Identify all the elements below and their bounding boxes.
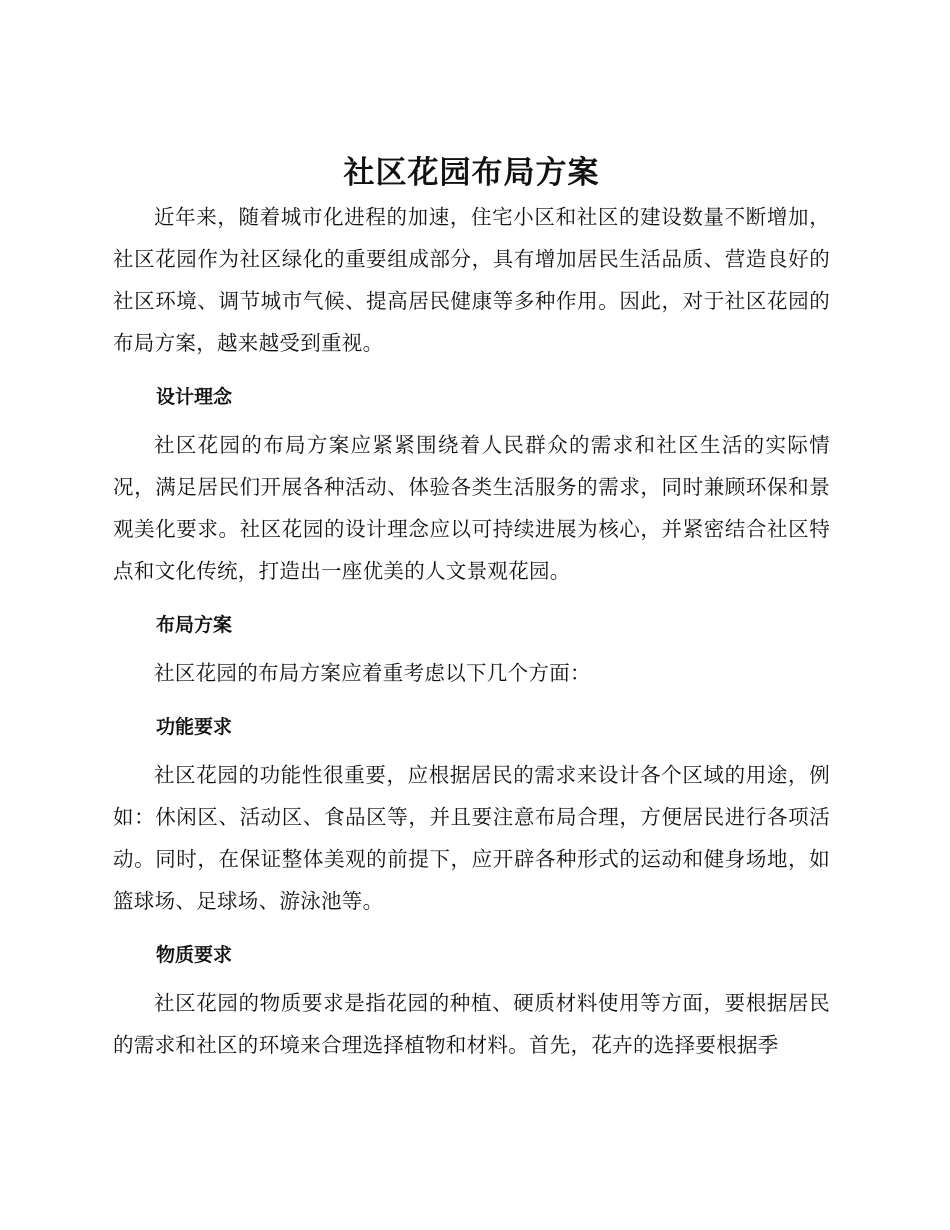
section-heading-material-requirements: 物质要求 <box>156 944 233 966</box>
section-body-design-concept: 社区花园的布局方案应紧紧围绕着人民群众的需求和社区生活的实际情况，满足居民们开展各种活动、体验各类生活服务的需求，同时兼顾环保和景观美化要求。社区花园的设计理念应以可持续进展为核心，并紧密结合社区特点和文化传统，打造出一座优美的人文景观花园。 <box>113 433 830 583</box>
document-page <box>113 150 830 1066</box>
intro-paragraph: 近年来，随着城市化进程的加速，住宅小区和社区的建设数量不断增加，社区花园作为社区绿化的重要组成部分，具有增加居民生活品质、营造良好的社区环境、调节城市气候、提高居民健康等多种作用。因此，对于社区花园的布局方案，越来越受到重视。 <box>113 205 830 355</box>
document-title: 社区花园布局方案 <box>343 155 600 191</box>
section-heading-function-requirements: 功能要求 <box>156 716 233 738</box>
section-body-layout-plan: 社区花园的布局方案应着重考虑以下几个方面： <box>154 661 591 685</box>
section-heading-design-concept: 设计理念 <box>156 386 233 408</box>
section-body-function-requirements: 社区花园的功能性很重要，应根据居民的需求来设计各个区域的用途，例如：休闲区、活动区、食品区等，并且要注意布局合理，方便居民进行各项活动。同时，在保证整体美观的前提下，应开辟各种形式的运动和健身场地，如篮球场、足球场、游泳池等。 <box>113 763 830 913</box>
section-heading-layout-plan: 布局方案 <box>156 614 233 636</box>
section-body-material-requirements: 社区花园的物质要求是指花园的种植、硬质材料使用等方面，要根据居民的需求和社区的环境来合理选择植物和材料。首先，花卉的选择要根据季 <box>113 991 830 1057</box>
